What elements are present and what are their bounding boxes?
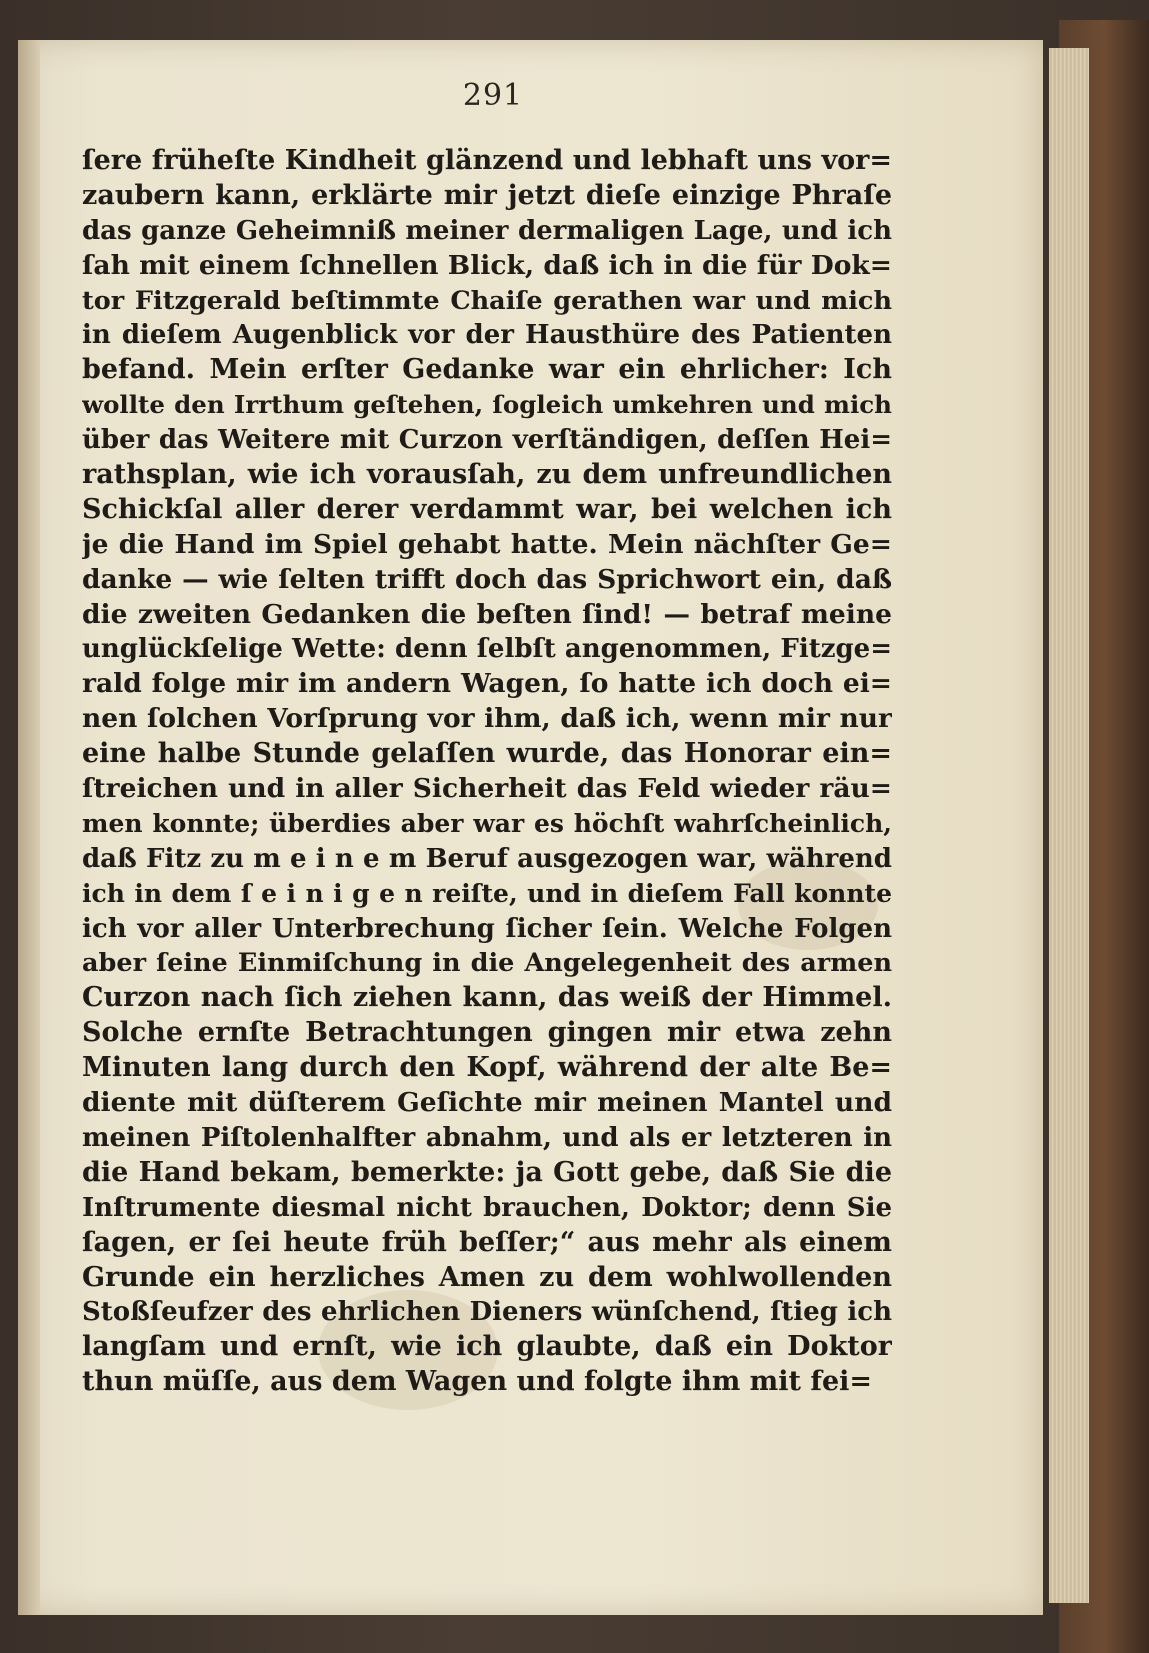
text-line: Stoßſeufzer des ehrlichen Dieners wünſchend, ſtieg ich [82, 1297, 892, 1328]
text-line: tor Fitzgerald beſtimmte Chaiſe gerathen war und mich [82, 285, 892, 316]
text-line: danke — wie ſelten trifft doch das Sprichwort ein, daß [82, 563, 892, 595]
book-page [18, 40, 1043, 1615]
text-line: aber ſeine Einmiſchung in die Angelegenheit des armen [82, 948, 892, 979]
text-line: rald folge mir im andern Wagen, ſo hatte ich doch ei= [82, 668, 892, 700]
text-line: rathsplan, wie ich vorausſah, zu dem unfreundlichen [82, 459, 892, 491]
text-line: ich vor aller Unterbrechung ſicher ſein. Welche Folgen [82, 913, 892, 944]
text-line: je die Hand im Spiel gehabt hatte. Mein nächſter Ge= [82, 528, 892, 560]
text-line: Grunde ein herzliches Amen zu dem wohlwollenden [82, 1261, 892, 1293]
text-line: ſagen, er ſei heute früh beſſer;“ aus mehr als einem [82, 1226, 892, 1258]
text-line: langſam und ernſt, wie ich glaubte, daß ein Doktor [82, 1331, 892, 1363]
text-line: das ganze Geheimniß meiner dermaligen Lage, und ich [82, 215, 892, 246]
text-line: Curzon nach ſich ziehen kann, das weiß der Himmel. [82, 982, 892, 1014]
text-line: über das Weitere mit Curzon verſtändigen, deſſen Hei= [82, 425, 892, 456]
text-line: Solche ernſte Betrachtungen gingen mir etwa zehn [82, 1017, 892, 1049]
page-edges [1049, 48, 1089, 1603]
text-line: diente mit düſterem Geſichte mir meinen Mantel und [82, 1087, 892, 1119]
text-line: ſere früheſte Kindheit glänzend und lebhaft uns vor= [82, 145, 892, 176]
text-line: eine halbe Stunde gelaſſen wurde, das Honorar ein= [82, 738, 892, 770]
text-line: daß Fitz zu m e i n e m Beruf ausgezogen war, während [82, 843, 892, 874]
text-line: unglückſelige Wette: denn ſelbſt angenommen, Fitzge= [82, 634, 892, 665]
text-line: wollte den Irrthum geſtehen, ſogleich umkehren und mich [82, 390, 892, 420]
text-line: nen ſolchen Vorſprung vor ihm, daß ich, wenn mir nur [82, 703, 892, 735]
text-line: meinen Piſtolenhalfter abnahm, und als er letzteren in [82, 1122, 892, 1153]
text-line: befand. Mein erſter Gedanke war ein ehrlicher: Ich [82, 354, 892, 386]
text-line: die Hand bekam, bemerkte: ja Gott gebe, daß Sie die [82, 1156, 892, 1188]
text-line: Inſtrumente diesmal nicht brauchen, Doktor; denn Sie [82, 1192, 892, 1223]
text-line: zaubern kann, erklärte mir jetzt dieſe einzige Phraſe [82, 179, 892, 211]
text-line: Schickſal aller derer verdammt war, bei welchen ich [82, 493, 892, 525]
text-line: thun müſſe, aus dem Wagen und folgte ihm mit fei= [82, 1366, 873, 1398]
page-gutter [18, 40, 40, 1615]
page-number: 291 [462, 78, 524, 113]
body-text [82, 144, 892, 1400]
text-line: men konnte; überdies aber war es höchſt wahrſcheinlich, [82, 808, 892, 838]
text-line: ſtreichen und in aller Sicherheit das Feld wieder räu= [82, 773, 892, 805]
text-line: ſah mit einem ſchnellen Blick, daß ich in die für Dok= [82, 249, 892, 281]
text-line: in dieſem Augenblick vor der Hausthüre des Patienten [82, 320, 892, 351]
text-line: Minuten lang durch den Kopf, während der alte Be= [82, 1052, 892, 1084]
text-line: die zweiten Gedanken die beſten ſind! — betraf meine [82, 598, 892, 630]
text-line: ich in dem ſ e i n i g e n reiſte, und in dieſem Fall konnte [82, 878, 892, 908]
